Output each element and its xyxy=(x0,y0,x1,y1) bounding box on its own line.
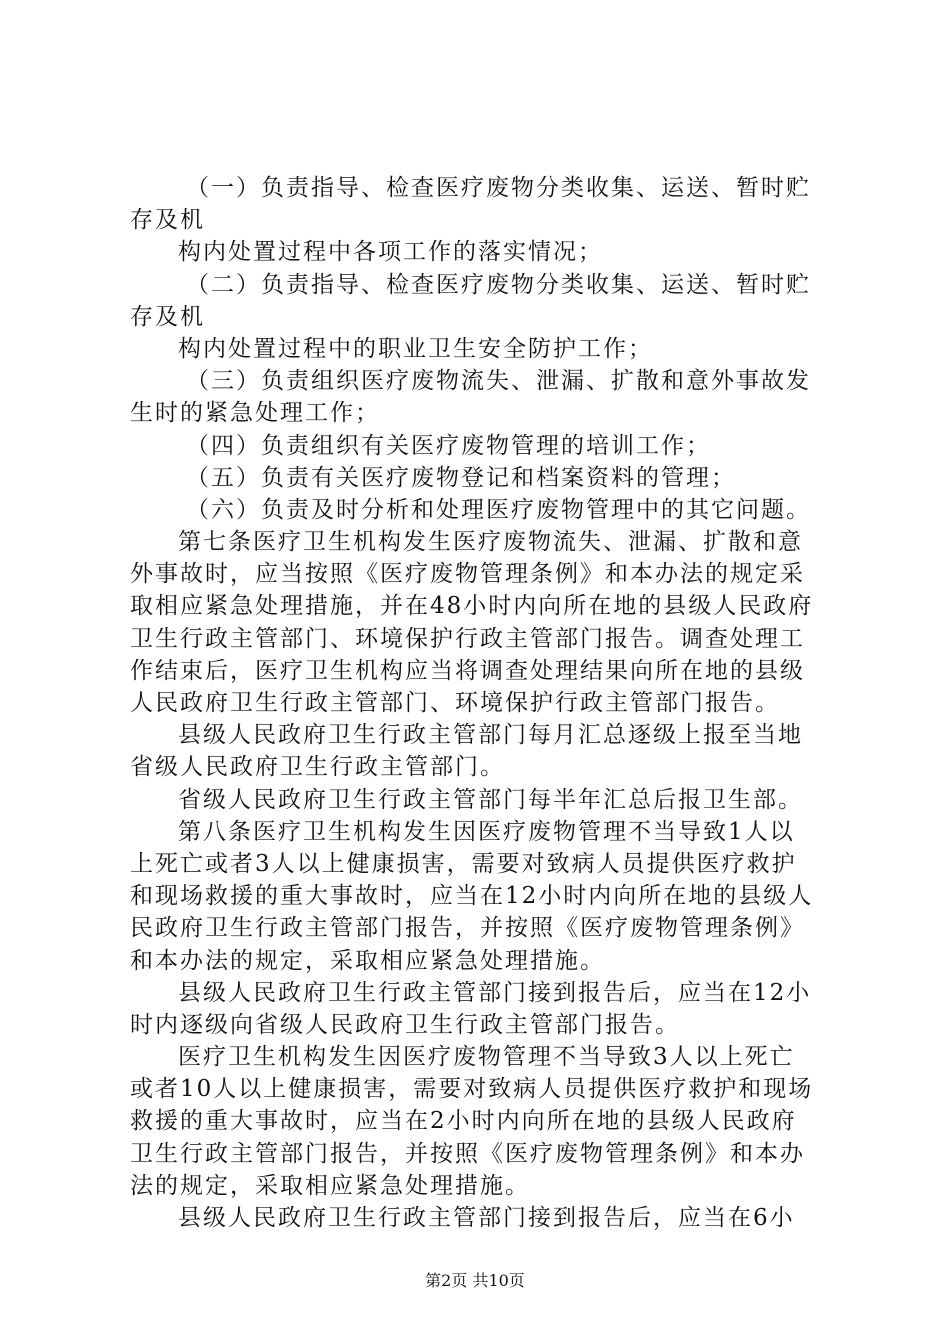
text-line: 时内逐级向省级人民政府卫生行政主管部门报告。 xyxy=(130,1011,680,1038)
text-line: 县级人民政府卫生行政主管部门接到报告后，应当在6小 xyxy=(178,1205,795,1231)
text-line: 县级人民政府卫生行政主管部门每月汇总逐级上报至当地 xyxy=(178,722,803,749)
text-line: （一）负责指导、检查医疗废物分类收集、运送、暂时贮 xyxy=(186,175,811,201)
text-line: 第八条医疗卫生机构发生因医疗废物管理不当导致1人以 xyxy=(178,818,795,845)
text-line: 存及机 xyxy=(130,207,205,234)
text-line: 省级人民政府卫生行政主管部门每半年汇总后报卫生部。 xyxy=(178,786,803,813)
page-number-footer: 第2页 共10页 xyxy=(425,1271,525,1290)
text-line: 救援的重大事故时，应当在2小时内向所在地的县级人民政府 xyxy=(130,1108,797,1135)
text-line: 和本办法的规定，采取相应紧急处理措施。 xyxy=(130,947,605,974)
text-line: 县级人民政府卫生行政主管部门接到报告后，应当在12小 xyxy=(178,979,812,1006)
text-line: 和现场救援的重大事故时，应当在12小时内向所在地的县级人 xyxy=(130,883,814,910)
text-line: 民政府卫生行政主管部门报告，并按照《医疗废物管理条例》 xyxy=(130,915,805,942)
text-line: 存及机 xyxy=(130,303,205,330)
text-line: （三）负责组织医疗废物流失、泄漏、扩散和意外事故发 xyxy=(186,368,811,395)
text-line: 第七条医疗卫生机构发生医疗废物流失、泄漏、扩散和意 xyxy=(178,529,803,556)
text-line: 或者10人以上健康损害，需要对致病人员提供医疗救护和现场 xyxy=(130,1076,814,1103)
text-line: （四）负责组织有关医疗废物管理的培训工作； xyxy=(186,432,711,459)
text-line: 作结束后，医疗卫生机构应当将调查处理结果向所在地的县级 xyxy=(130,657,805,684)
text-line: 构内处置过程中各项工作的落实情况； xyxy=(178,239,603,266)
text-line: 上死亡或者3人以上健康损害，需要对致病人员提供医疗救护 xyxy=(130,850,797,877)
text-line: 卫生行政主管部门、环境保护行政主管部门报告。调查处理工 xyxy=(130,625,805,652)
text-line: 构内处置过程中的职业卫生安全防护工作； xyxy=(178,335,653,362)
document-body xyxy=(130,172,830,1234)
text-line: 人民政府卫生行政主管部门、环境保护行政主管部门报告。 xyxy=(130,690,780,716)
text-line: 省级人民政府卫生行政主管部门。 xyxy=(130,754,505,781)
text-line: （五）负责有关医疗废物登记和档案资料的管理； xyxy=(186,464,736,491)
text-line: （六）负责及时分析和处理医疗废物管理中的其它问题。 xyxy=(186,496,811,523)
text-line: 法的规定，采取相应紧急处理措施。 xyxy=(130,1172,530,1199)
text-line: （二）负责指导、检查医疗废物分类收集、运送、暂时贮 xyxy=(186,271,811,298)
text-line: 生时的紧急处理工作； xyxy=(130,400,380,427)
text-line: 外事故时，应当按照《医疗废物管理条例》和本办法的规定采 xyxy=(130,561,805,588)
text-line: 医疗卫生机构发生因医疗废物管理不当导致3人以上死亡 xyxy=(178,1044,795,1071)
text-line: 取相应紧急处理措施，并在48小时内向所在地的县级人民政府 xyxy=(130,593,814,620)
text-line: 卫生行政主管部门报告，并按照《医疗废物管理条例》和本办 xyxy=(130,1140,805,1167)
